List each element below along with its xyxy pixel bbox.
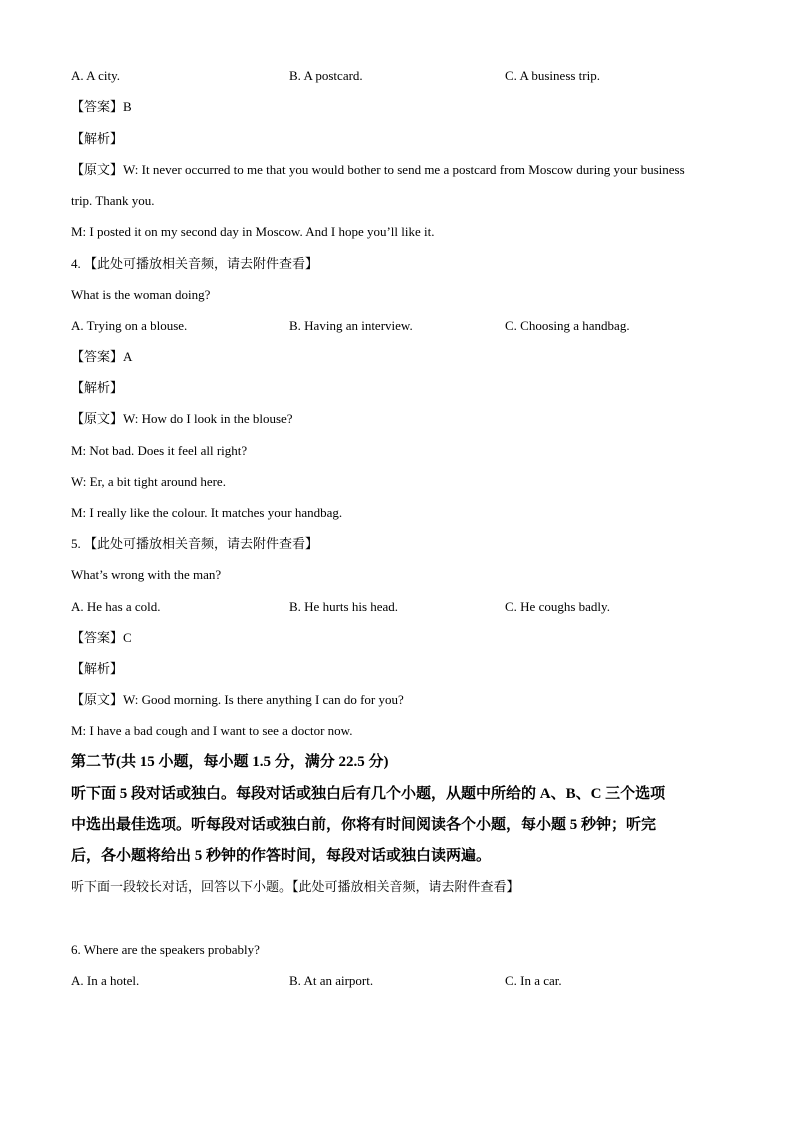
q3-transcript-line: M: I posted it on my second day in Moscow. And I hope you’ll like it. xyxy=(71,224,435,239)
q5-transcript-line: 【原文】W: Good morning. Is there anything I can do for you? xyxy=(71,692,404,707)
q5-transcript-line: M: I have a bad cough and I want to see a doctor now. xyxy=(71,723,353,738)
q5-option-a: A. He has a cold. xyxy=(71,599,161,614)
q6-option-b: B. At an airport. xyxy=(289,973,374,988)
q5-option-b: B. He hurts his head. xyxy=(289,599,399,614)
q3-transcript-line: trip. Thank you. xyxy=(71,193,155,208)
q4-answer: 【答案】A xyxy=(71,349,133,364)
q3-option-c: C. A business trip. xyxy=(505,68,600,83)
section-instructions-line: 中选出最佳选项。听每段对话或独白前，你将有时间阅读各个小题，每小题 5 秒钟；听完 xyxy=(71,817,657,833)
q6-question: 6. Where are the speakers probably? xyxy=(71,942,260,957)
q4-analysis-label: 【解析】 xyxy=(71,380,124,395)
q5-analysis-label: 【解析】 xyxy=(71,661,124,676)
q4-transcript-line: 【原文】W: How do I look in the blouse? xyxy=(71,411,293,426)
q6-option-c: C. In a car. xyxy=(505,973,562,988)
q6-option-a: A. In a hotel. xyxy=(71,973,140,988)
section-title: 第二节(共 15 小题，每小题 1.5 分，满分 22.5 分) xyxy=(71,754,389,770)
q3-option-b: B. A postcard. xyxy=(289,68,363,83)
q4-header: 4. 【此处可播放相关音频，请去附件查看】 xyxy=(71,256,319,271)
q3-answer: 【答案】B xyxy=(71,99,132,114)
q4-transcript-line: M: Not bad. Does it feel all right? xyxy=(71,443,248,458)
q4-option-c: C. Choosing a handbag. xyxy=(505,318,630,333)
section-instructions-line: 后，各小题将给出 5 秒钟的作答时间，每段对话或独白读两遍。 xyxy=(71,848,492,864)
sub-instructions: 听下面一段较长对话，回答以下小题。【此处可播放相关音频，请去附件查看】 xyxy=(71,879,520,894)
q5-option-c: C. He coughs badly. xyxy=(505,599,610,614)
q3-transcript-line: 【原文】W: It never occurred to me that you would bother to send me a postcard from Moscow during your business xyxy=(71,162,685,177)
q5-answer: 【答案】C xyxy=(71,630,132,645)
q5-header: 5. 【此处可播放相关音频，请去附件查看】 xyxy=(71,536,319,551)
q3-analysis-label: 【解析】 xyxy=(71,131,124,146)
q4-transcript-line: W: Er, a bit tight around here. xyxy=(71,474,226,489)
section-instructions-line: 听下面 5 段对话或独白。每段对话或独白后有几个小题，从题中所给的 A、B、C 三个选项 xyxy=(71,786,666,802)
q4-option-a: A. Trying on a blouse. xyxy=(71,318,188,333)
q5-question: What’s wrong with the man? xyxy=(71,567,222,582)
q3-option-a: A. A city. xyxy=(71,68,120,83)
q4-option-b: B. Having an interview. xyxy=(289,318,413,333)
q4-question: What is the woman doing? xyxy=(71,287,211,302)
q4-transcript-line: M: I really like the colour. It matches your handbag. xyxy=(71,505,343,520)
